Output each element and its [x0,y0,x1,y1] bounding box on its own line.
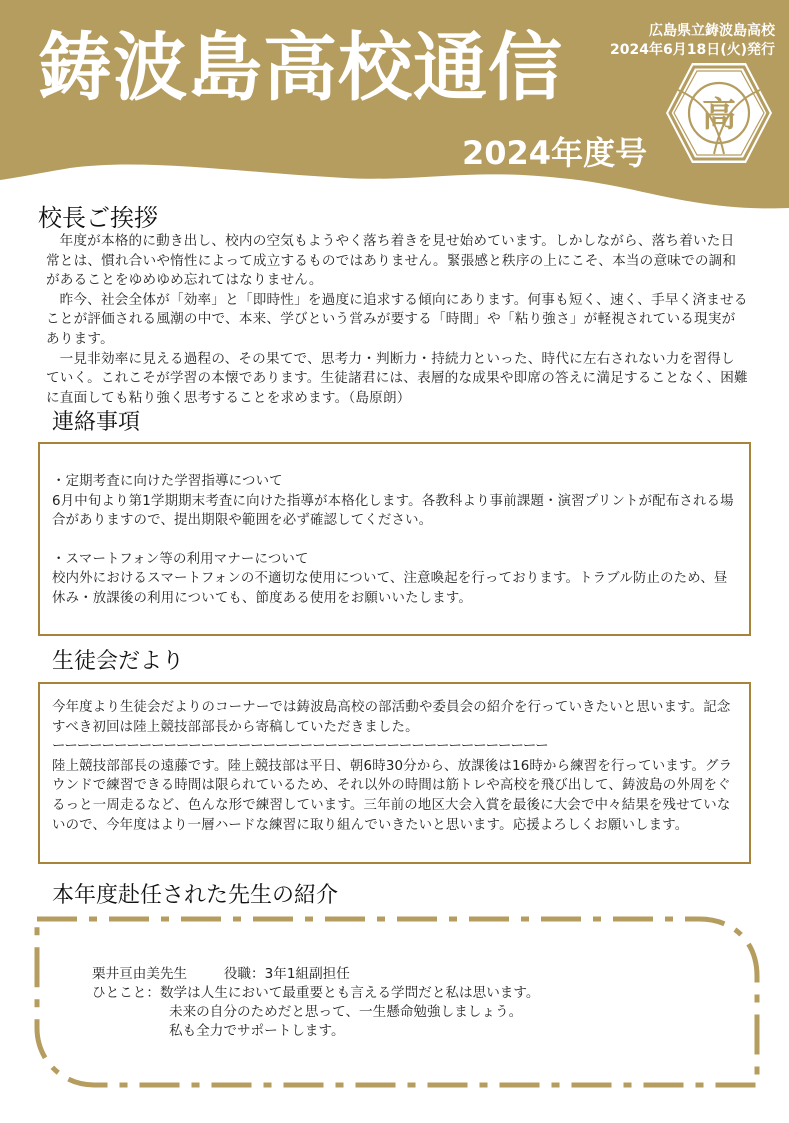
teachers-heading: 本年度赴任された先生の紹介 [52,883,339,908]
notice-body: 校内外におけるスマートフォンの不適切な使用について、注意喚起を行っております。トラブル防止のため、昼休み・放課後の利用についても、節度ある使用をお願いいたします。 [52,571,728,606]
council-article: 陸上競技部部長の遠藤です。陸上競技部は平日、朝6時30分から、放課後は16時から練習を行っています。グラウンドで練習できる時間は限られているため、それ以外の時間は筋トレや高校を飛び出して、鋳波島の外周をぐるっと一周走るなど、色んな形で練習しています。三年前の地区大会入賞を最後に大会で中々結果を残せていないので、今年度はより一層ハードな練習に取り組んでいきたいと思います。応援よろしくお願いします。 [52,758,733,833]
teacher-name: 栗井亘由美先生 [92,966,188,982]
greeting-paragraph: 昨今、社会全体が「効率」と「即時性」を過度に追求する傾向にあります。何事も短く、速く、手早く済ませることが評価される風潮の中で、本来、学びという営みが要する「時間」や「粘り強さ」が軽視されている現実があります。 [46,291,748,347]
issue-label: 2024年度号 [462,134,648,172]
publication-date: 2024年6月18日(火)発行 [610,42,775,58]
emblem-character: 高 [702,95,736,135]
teacher-intro [92,965,540,1041]
teacher-comment-label: ひとこと： [92,985,160,1001]
teacher-comment-line: 数学は人生において最重要とも言える学問だと私は思います。 [159,985,540,1001]
notice-body: 6月中旬より第1学期期末考査に向けた指導が本格化します。各教科より事前課題・演習プリントが配布される場合がありますので、提出期限や範囲を必ず確認してください。 [52,493,734,529]
notice-title: ・スマートフォン等の利用マナーについて [52,551,309,567]
notice-title: ・定期考査に向けた学習指導について [52,474,283,489]
masthead-title: 鋳波島高校通信 [38,25,563,111]
teacher-comment-line: 未来の自分のためだと思って、一生懸命勉強しましょう。 [169,1004,523,1020]
council-box [38,682,751,864]
school-name: 広島県立鋳波島高校 [649,23,775,39]
teacher-comment-line: 私も全力でサポートします。 [169,1023,345,1039]
greeting-heading: 校長ご挨拶 [38,204,158,232]
council-heading: 生徒会だより [52,649,185,674]
greeting-body [46,232,748,408]
council-divider: ーーーーーーーーーーーーーーーーーーーーーーーーーーーーーーーーーーーーーーーー [52,739,548,755]
notices-heading: 連絡事項 [52,410,141,435]
greeting-paragraph: 年度が本格的に動き出し、校内の空気もようやく落ち着きを見せ始めています。しかしながら、落ち着いた日常とは、慣れ合いや惰性によって成立するものではありません。緊張感と秩序の上にこそ、本当の意味での調和があることをゆめゆめ忘れてはなりません。 [46,233,737,289]
greeting-paragraph: 一見非効率に見える過程の、その果てで、思考力・判断力・持続力といった、時代に左右されない力を習得していく。これこそが学習の本懐であります。生徒諸君には、表層的な成果や即席の答えに満足することなく、困難に直面しても粘り強く思考することを求めます。（島原朗） [46,350,748,406]
teacher-role: 役職：3年1組副担任 [223,966,350,982]
notices-box [38,442,751,636]
hexagon-school-emblem-icon [664,60,774,166]
council-intro: 今年度より生徒会だよりのコーナーでは鋳波島高校の部活動や委員会の紹介を行っていきたいと思います。記念すべき初回は陸上競技部部長から寄稿していただきました。 [52,700,731,735]
